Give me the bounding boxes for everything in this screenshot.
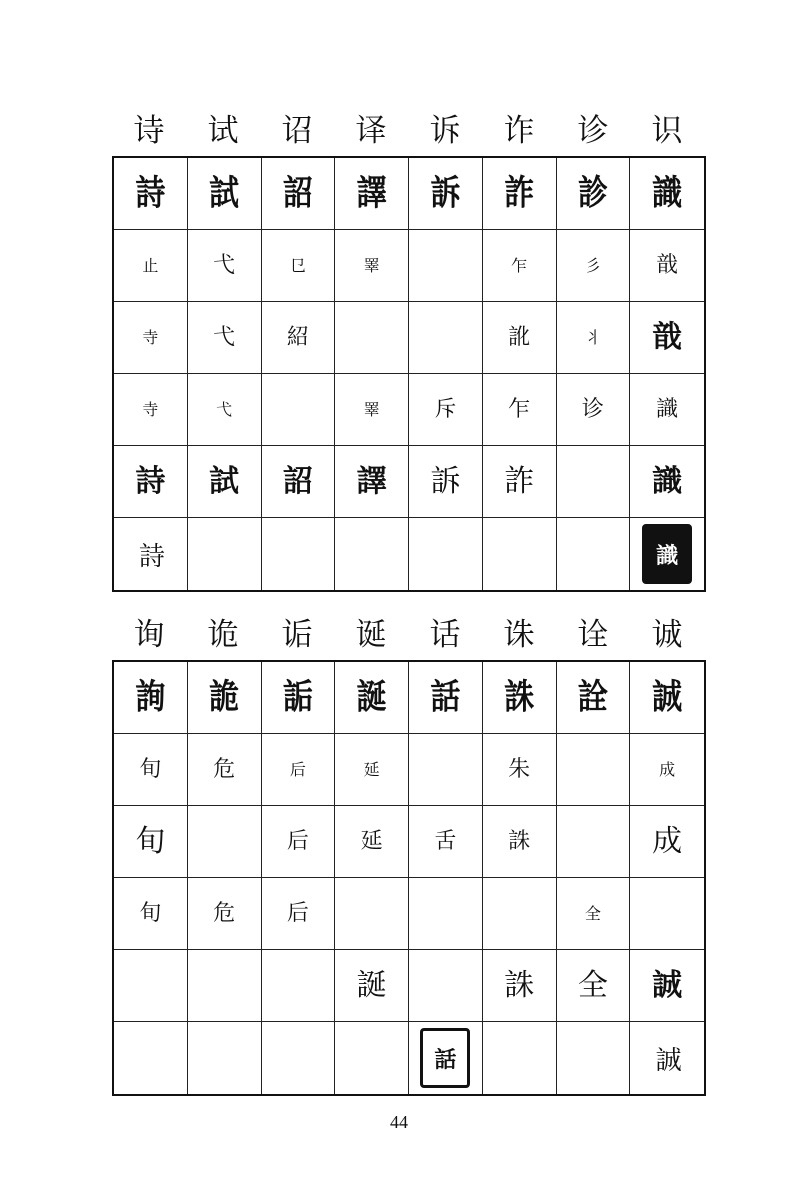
calligraphy-glyph: 識 bbox=[656, 396, 679, 422]
calligraphy-glyph: 旬 bbox=[139, 900, 162, 926]
glyph-cell bbox=[557, 302, 631, 374]
seal-stamp-glyph: 話 bbox=[420, 1028, 470, 1088]
calligraphy-glyph: 弋 bbox=[216, 399, 233, 419]
glyph-cell bbox=[114, 446, 188, 518]
seal-stamp-glyph: 識 bbox=[642, 524, 692, 584]
glyph-cell bbox=[483, 230, 557, 302]
calligraphy-glyph: 寺 bbox=[142, 327, 159, 347]
section-2 bbox=[112, 612, 704, 1102]
calligraphy-glyph: 后 bbox=[286, 900, 309, 926]
calligraphy-glyph: 彡 bbox=[584, 255, 601, 275]
glyph-cell bbox=[483, 662, 557, 734]
header-row-1 bbox=[112, 108, 704, 154]
calligraphy-glyph: 試 bbox=[209, 172, 240, 214]
calligraphy-glyph: 識 bbox=[652, 463, 683, 499]
calligraphy-glyph: 試 bbox=[209, 463, 240, 499]
header-char: 诛 bbox=[503, 617, 535, 653]
glyph-cell bbox=[483, 878, 557, 950]
calligraphy-glyph: 旬 bbox=[139, 756, 162, 782]
calligraphy-glyph: 誕 bbox=[356, 967, 387, 1003]
glyph-cell bbox=[483, 518, 557, 590]
glyph-cell bbox=[409, 662, 483, 734]
calligraphy-glyph: 戠 bbox=[652, 319, 683, 355]
calligraphy-glyph: 訛 bbox=[508, 324, 531, 350]
calligraphy-glyph: 弋 bbox=[213, 324, 236, 350]
glyph-cell bbox=[483, 1022, 557, 1094]
glyph-cell bbox=[335, 1022, 409, 1094]
glyph-cell bbox=[409, 230, 483, 302]
calligraphy-glyph: 斥 bbox=[434, 396, 457, 422]
glyph-cell bbox=[335, 806, 409, 878]
calligraphy-glyph: 成 bbox=[659, 759, 676, 779]
glyph-cell bbox=[630, 158, 704, 230]
glyph-cell bbox=[114, 806, 188, 878]
glyph-cell bbox=[630, 950, 704, 1022]
calligraphy-glyph: 誅 bbox=[508, 828, 531, 854]
glyph-cell bbox=[630, 446, 704, 518]
glyph-cell bbox=[262, 374, 336, 446]
calligraphy-glyph: 成 bbox=[652, 823, 683, 859]
calligraphy-glyph: 危 bbox=[213, 900, 236, 926]
calligraphy-glyph: 詬 bbox=[282, 676, 313, 718]
glyph-cell bbox=[188, 662, 262, 734]
glyph-cell bbox=[262, 302, 336, 374]
glyph-cell bbox=[409, 158, 483, 230]
glyph-cell bbox=[557, 950, 631, 1022]
glyph-cell bbox=[483, 950, 557, 1022]
calligraphy-glyph: 舌 bbox=[434, 828, 457, 854]
glyph-cell bbox=[262, 806, 336, 878]
header-char: 诉 bbox=[429, 113, 461, 149]
glyph-cell bbox=[262, 662, 336, 734]
glyph-cell bbox=[335, 302, 409, 374]
glyph-cell bbox=[188, 1022, 262, 1094]
glyph-cell bbox=[262, 230, 336, 302]
calligraphy-glyph: 丬 bbox=[584, 327, 601, 347]
calligraphy-glyph: 睪 bbox=[363, 255, 380, 275]
calligraphy-glyph: 詔 bbox=[282, 172, 313, 214]
glyph-cell bbox=[114, 158, 188, 230]
glyph-cell bbox=[262, 878, 336, 950]
header-char: 诚 bbox=[651, 617, 683, 653]
glyph-cell bbox=[630, 374, 704, 446]
calligraphy-glyph: 詩 bbox=[135, 172, 166, 214]
glyph-cell bbox=[335, 230, 409, 302]
header-char: 诡 bbox=[207, 617, 239, 653]
calligraphy-glyph: 診 bbox=[577, 172, 608, 214]
glyph-cell bbox=[409, 878, 483, 950]
header-char: 诟 bbox=[281, 617, 313, 653]
calligraphy-glyph: 誠 bbox=[652, 676, 683, 718]
glyph-cell bbox=[483, 734, 557, 806]
header-row-2 bbox=[112, 612, 704, 658]
glyph-table-1 bbox=[112, 156, 706, 592]
glyph-cell bbox=[335, 662, 409, 734]
calligraphy-glyph: 誅 bbox=[504, 676, 535, 718]
seal-script-glyph: 誠 bbox=[655, 1045, 679, 1076]
glyph-cell bbox=[409, 374, 483, 446]
calligraphy-glyph: 㔾 bbox=[289, 255, 306, 275]
calligraphy-glyph: 詐 bbox=[504, 172, 535, 214]
glyph-cell bbox=[409, 446, 483, 518]
glyph-cell bbox=[630, 806, 704, 878]
calligraphy-glyph: 危 bbox=[213, 756, 236, 782]
glyph-cell bbox=[483, 302, 557, 374]
glyph-cell bbox=[409, 518, 483, 590]
calligraphy-glyph: 訴 bbox=[430, 172, 461, 214]
calligraphy-glyph: 識 bbox=[652, 172, 683, 214]
glyph-cell bbox=[557, 518, 631, 590]
glyph-cell bbox=[114, 1022, 188, 1094]
glyph-cell bbox=[335, 158, 409, 230]
glyph-cell bbox=[188, 806, 262, 878]
glyph-cell bbox=[557, 662, 631, 734]
calligraphy-glyph: 乍 bbox=[508, 396, 531, 422]
glyph-cell bbox=[557, 734, 631, 806]
section-1 bbox=[112, 108, 704, 598]
glyph-cell bbox=[335, 878, 409, 950]
calligraphy-glyph: 延 bbox=[363, 759, 380, 779]
glyph-cell bbox=[262, 1022, 336, 1094]
calligraphy-glyph: 乍 bbox=[511, 255, 528, 275]
glyph-cell bbox=[188, 374, 262, 446]
calligraphy-glyph: 詭 bbox=[209, 676, 240, 718]
calligraphy-glyph: 朱 bbox=[508, 756, 531, 782]
calligraphy-glyph: 睪 bbox=[363, 399, 380, 419]
header-char: 话 bbox=[429, 617, 461, 653]
calligraphy-glyph: 全 bbox=[577, 967, 608, 1003]
glyph-cell bbox=[557, 374, 631, 446]
calligraphy-glyph: 全 bbox=[584, 903, 601, 923]
glyph-cell bbox=[335, 374, 409, 446]
header-char: 诠 bbox=[577, 617, 609, 653]
calligraphy-glyph: 后 bbox=[286, 828, 309, 854]
glyph-cell bbox=[630, 878, 704, 950]
glyph-cell bbox=[188, 878, 262, 950]
glyph-cell bbox=[630, 302, 704, 374]
calligraphy-glyph: 詮 bbox=[577, 676, 608, 718]
glyph-cell bbox=[114, 302, 188, 374]
calligraphy-glyph: 弋 bbox=[213, 252, 236, 278]
glyph-cell bbox=[557, 806, 631, 878]
calligraphy-glyph: 訴 bbox=[430, 463, 461, 499]
glyph-cell bbox=[188, 158, 262, 230]
glyph-cell bbox=[409, 734, 483, 806]
glyph-cell bbox=[335, 950, 409, 1022]
glyph-cell bbox=[188, 734, 262, 806]
glyph-cell bbox=[114, 878, 188, 950]
glyph-cell bbox=[483, 446, 557, 518]
glyph-cell bbox=[335, 518, 409, 590]
calligraphy-glyph: 誕 bbox=[356, 676, 387, 718]
calligraphy-glyph: 話 bbox=[430, 676, 461, 718]
calligraphy-glyph: 誠 bbox=[652, 967, 683, 1003]
header-char: 询 bbox=[133, 617, 165, 653]
glyph-cell bbox=[262, 950, 336, 1022]
glyph-cell bbox=[483, 806, 557, 878]
calligraphy-glyph: 譯 bbox=[356, 463, 387, 499]
glyph-cell bbox=[630, 734, 704, 806]
header-char: 诗 bbox=[133, 113, 165, 149]
calligraphy-glyph: 誅 bbox=[504, 967, 535, 1003]
glyph-cell bbox=[114, 230, 188, 302]
header-char: 诈 bbox=[503, 113, 535, 149]
glyph-cell bbox=[630, 1022, 704, 1094]
calligraphy-glyph: 寺 bbox=[142, 399, 159, 419]
header-char: 诞 bbox=[355, 617, 387, 653]
header-char: 诊 bbox=[577, 113, 609, 149]
glyph-cell bbox=[409, 950, 483, 1022]
calligraphy-glyph: 紹 bbox=[286, 324, 309, 350]
glyph-table-2 bbox=[112, 660, 706, 1096]
calligraphy-glyph: 詩 bbox=[135, 463, 166, 499]
calligraphy-glyph: 戠 bbox=[656, 252, 679, 278]
page-number: 44 bbox=[390, 1112, 408, 1132]
glyph-cell bbox=[335, 446, 409, 518]
header-char: 试 bbox=[207, 113, 239, 149]
glyph-cell bbox=[483, 158, 557, 230]
calligraphy-glyph: 詔 bbox=[282, 463, 313, 499]
glyph-cell bbox=[557, 230, 631, 302]
header-char: 诏 bbox=[281, 113, 313, 149]
header-char: 译 bbox=[355, 113, 387, 149]
glyph-cell bbox=[114, 734, 188, 806]
calligraphy-glyph: 譯 bbox=[356, 172, 387, 214]
calligraphy-glyph: 詐 bbox=[504, 463, 535, 499]
glyph-cell bbox=[409, 806, 483, 878]
glyph-cell bbox=[262, 518, 336, 590]
calligraphy-glyph: 后 bbox=[289, 759, 306, 779]
calligraphy-glyph: 詢 bbox=[135, 676, 166, 718]
glyph-cell bbox=[188, 950, 262, 1022]
glyph-cell bbox=[188, 518, 262, 590]
glyph-cell bbox=[409, 1022, 483, 1094]
glyph-cell bbox=[262, 734, 336, 806]
glyph-cell bbox=[483, 374, 557, 446]
glyph-cell bbox=[188, 230, 262, 302]
glyph-cell bbox=[114, 662, 188, 734]
glyph-cell bbox=[557, 158, 631, 230]
calligraphy-glyph: 止 bbox=[142, 255, 159, 275]
glyph-cell bbox=[262, 446, 336, 518]
glyph-cell bbox=[114, 374, 188, 446]
glyph-cell bbox=[114, 518, 188, 590]
glyph-cell bbox=[630, 230, 704, 302]
glyph-cell bbox=[335, 734, 409, 806]
calligraphy-glyph: 诊 bbox=[581, 396, 604, 422]
glyph-cell bbox=[188, 446, 262, 518]
glyph-cell bbox=[188, 302, 262, 374]
seal-script-glyph: 詩 bbox=[138, 541, 162, 572]
glyph-cell bbox=[409, 302, 483, 374]
calligraphy-glyph: 旬 bbox=[135, 823, 166, 859]
header-char: 识 bbox=[651, 113, 683, 149]
glyph-cell bbox=[114, 950, 188, 1022]
glyph-cell bbox=[557, 446, 631, 518]
glyph-cell bbox=[557, 878, 631, 950]
glyph-cell bbox=[630, 662, 704, 734]
calligraphy-glyph: 延 bbox=[360, 828, 383, 854]
glyph-cell bbox=[630, 518, 704, 590]
glyph-cell bbox=[557, 1022, 631, 1094]
glyph-cell bbox=[262, 158, 336, 230]
